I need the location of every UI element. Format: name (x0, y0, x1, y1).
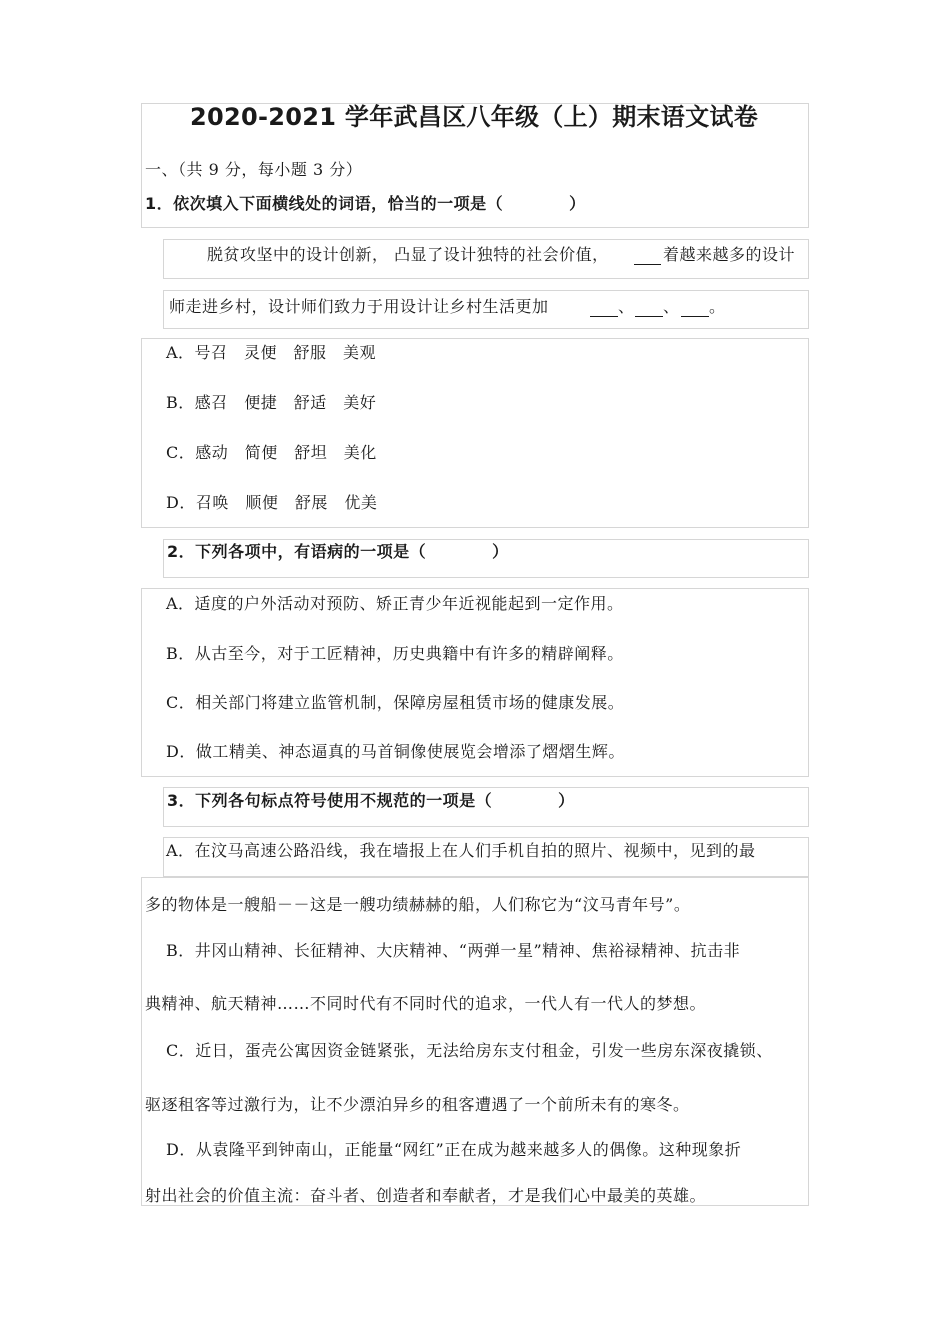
q1-stem: 1．依次填入下面横线处的词语，恰当的一项是（ ） (145, 194, 586, 213)
q1-option-d: D．召唤 顺便 舒展 优美 (166, 493, 378, 512)
q1-passage-b: 着越来越多的设计 (663, 245, 796, 264)
q3-line-7: D．从袁隆平到钟南山，正能量“网红”正在成为越来越多人的偶像。这种现象折 (166, 1140, 742, 1159)
q2-option-d: D．做工精美、神态逼真的马首铜像使展览会增添了熠熠生辉。 (166, 742, 625, 761)
q1-option-a: A．号召 灵便 舒服 美观 (166, 343, 377, 362)
q2-option-b: B．从古至今，对于工匠精神，历史典籍中有许多的精辟阐释。 (166, 644, 624, 663)
q2-option-a: A．适度的户外活动对预防、矫正青少年近视能起到一定作用。 (166, 594, 624, 613)
q1-option-b: B．感召 便捷 舒适 美好 (166, 393, 377, 412)
q3-line-5: C．近日，蛋壳公寓因资金链紧张，无法给房东支付租金，引发一些房东深夜撬锁、 (166, 1041, 773, 1060)
q3-line-6: 驱逐租客等过激行为，让不少漂泊异乡的租客遭遇了一个前所未有的寒冬。 (145, 1095, 690, 1114)
q1-end: 。 (709, 297, 726, 316)
q1-sep-1: 、 (618, 297, 635, 316)
q1-blank-4 (681, 300, 709, 317)
page-title: 2020-2021 学年武昌区八年级（上）期末语文试卷 (190, 103, 759, 131)
q3-line-4: 典精神、航天精神……不同时代有不同时代的追求，一代人有一代人的梦想。 (145, 994, 707, 1013)
q3-line-8: 射出社会的价值主流：奋斗者、创造者和奉献者，才是我们心中最美的英雄。 (145, 1186, 707, 1205)
q1-blank-1 (634, 248, 661, 265)
q1-blank-3 (635, 300, 663, 317)
q1-passage-a: 脱贫攻坚中的设计创新， 凸显了设计独特的社会价值， (207, 245, 609, 264)
q3-line-1: A．在汶马高速公路沿线，我在墙报上在人们手机自拍的照片、视频中，见到的最 (166, 841, 756, 860)
q1-blank-2 (590, 300, 618, 317)
q2-stem: 2．下列各项中，有语病的一项是（ ） (167, 542, 509, 561)
section-heading: 一、（共 9 分，每小题 3 分） (145, 160, 363, 179)
q3-line-3: B．井冈山精神、长征精神、大庆精神、“两弹一星”精神、焦裕禄精神、抗击非 (166, 941, 741, 960)
q1-sep-2: 、 (663, 297, 680, 316)
q1-option-c: C．感动 简便 舒坦 美化 (166, 443, 377, 462)
q1-passage-line1 (207, 245, 609, 265)
q3-stem: 3．下列各句标点符号使用不规范的一项是（ ） (167, 791, 575, 810)
q2-option-c: C．相关部门将建立监管机制，保障房屋租赁市场的健康发展。 (166, 693, 625, 712)
q3-line-2: 多的物体是一艘船－－这是一艘功绩赫赫的船，人们称它为“汶马青年号”。 (145, 895, 691, 914)
q1-passage-c: 师走进乡村，设计师们致力于用设计让乡村生活更加 (169, 297, 549, 316)
